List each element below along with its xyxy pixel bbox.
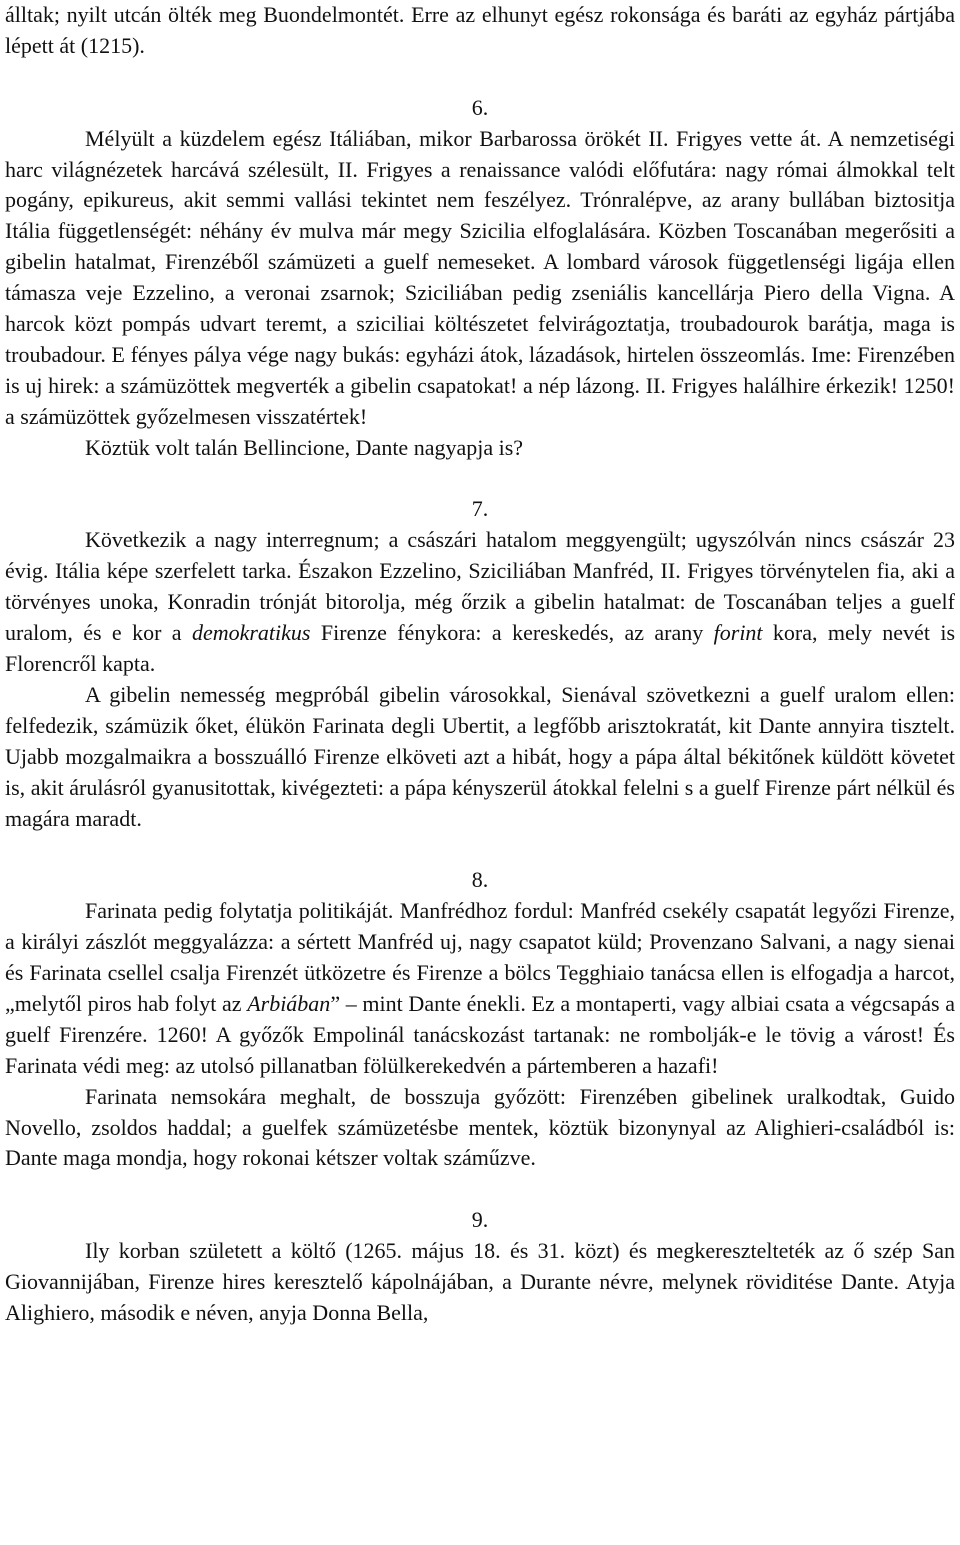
section-number-9: 9. <box>471 1207 489 1233</box>
blank-line <box>5 464 955 495</box>
paragraph: A gibelin nemesség megpróbál gibelin városokkal, Sienával szövetkezni a guelf uralom ellen: felfedezik, számüzik őket, élükön Farinata degli Ubertit, a legfőbb arisztokratát, kit Dante annyira tisztelt. Ujabb mozgalmaikra a bosszuálló Firenze elköveti azt a hibát, hogy a pápa által békitőnek küldött követet is, akit árulásról gyanusitottak, kivégezteti: a pápa kényszerül átokkal felelni s a guelf Firenze párt nélkül és magára maradt. <box>5 681 955 831</box>
text-run: Firenze fénykora: a kereskedés, az arany <box>310 620 714 646</box>
document-page <box>5 0 955 1329</box>
text-run: Farinata pedig folytatja politikáját. Manfrédhoz fordul: Manfréd csekély csapatát legyőzi Firenze, a királyi zászlót meggyalázza: a sértett Manfréd uj, nagy csapatot küld; Provenzano Salvani, a nagy sienai és Farinata csellel csalja Firenzét ütközetre és Firenze a bölcs Tegghiaio tanácsa ellen is elfogadja a harcot, „melytől piros hab folyt az <box>5 898 955 1016</box>
paragraph: Mélyült a küzdelem egész Itáliában, mikor Barbarossa örökét II. Frigyes vette át. A nemzetiségi harc világnézetek harcává szélesült, II. Frigyes a renaissance valódi előfutára: nagy római álmokkal telt pogány, epikureus, akit semmi vallási tekintet nem feszélyez. Trónralépve, az arany bullában biztositja Itália függetlenségét: néhány év mulva már megy Szicilia elfoglalására. Közben Toscanában megerősiti a gibelin hatalmat, Firenzéből számüzeti a guelf nemeseket. A lombard városok függetlenségi ligája ellen támasza veje Ezzelino, a veronai zsarnok; Sziciliában pedig zseniális kancellárja Piero della Vigna. A harcok közt pompás udvart teremt, a sziciliai költészetet felvirágoztatja, troubadourok barátja, maga is troubadour. E fényes pálya vége nagy bukás: egyházi átok, lázadások, hirtelen összeomlás. Ime: Firenzében is uj hirek: a számüzöttek megverték a gibelin csapatokat! a nép lázong. II. Frigyes halálhire érkezik! 1250! a számüzöttek győzelmesen visszatértek! <box>5 125 955 429</box>
paragraph: Köztük volt talán Bellincione, Dante nagyapja is? <box>85 434 524 460</box>
blank-line <box>5 1174 955 1205</box>
section-number-7: 7. <box>471 496 489 522</box>
section-number-8: 8. <box>471 867 489 893</box>
paragraph: Ily korban született a költő (1265. május 18. és 31. közt) és megkeresztelteték az ő szép San Giovannijában, Firenze hires keresztelő kápolnájában, a Durante névre, melynek röviditése Dante. Atyja Alighiero, második e néven, anyja Donna Bella, <box>5 1238 955 1325</box>
italic-text: forint <box>713 620 763 646</box>
paragraph: álltak; nyilt utcán ölték meg Buondelmontét. Erre az elhunyt egész rokonsága és baráti az egyház pártjába lépett át (1215). <box>5 2 955 58</box>
paragraph <box>5 525 955 680</box>
text-run: kora, mely nevét is Florencről kapta. <box>5 620 956 676</box>
paragraph: Farinata nemsokára meghalt, de bosszuja győzött: Firenzében gibelinek uralkodtak, Guido Novello, zsoldos haddal; a guelfek számüzetésbe mentek, köztük bizonynyal az Alighieri-családból is: Dante maga mondja, hogy rokonai kétszer voltak száműzve. <box>5 1083 955 1171</box>
italic-text: demokratikus <box>191 620 311 646</box>
blank-line <box>5 62 955 93</box>
blank-line <box>5 834 955 865</box>
italic-text: Arbiában <box>247 990 331 1016</box>
text-run: Következik a nagy interregnum; a császári hatalom meggyengült; ugyszólván nincs császár 23 évig. Itália képe szerfelett tarka. Északon Ezzelino, Sziciliában Manfréd, II. Frigyes törvénytelen fia, aki a törvényes unoka, Konradin trónját bitorolja, még őrzik a gibelin hatalmat: de Toscanában teljes a guelf uralom, és e kor a <box>5 527 955 646</box>
paragraph <box>5 896 955 1081</box>
text-run: ” – mint Dante énekli. Ez a montaperti, vagy albiai csata a végcsapás a guelf Firenzére. 1260! A győzők Empolinál tanácskozást tartanak: ne rombolják-e le tövig a várost! És Farinata védi meg: az utolsó pillanatban fölülkerekedvén a pártemberen a hazafi! <box>5 990 956 1078</box>
section-number-6: 6. <box>471 94 489 120</box>
